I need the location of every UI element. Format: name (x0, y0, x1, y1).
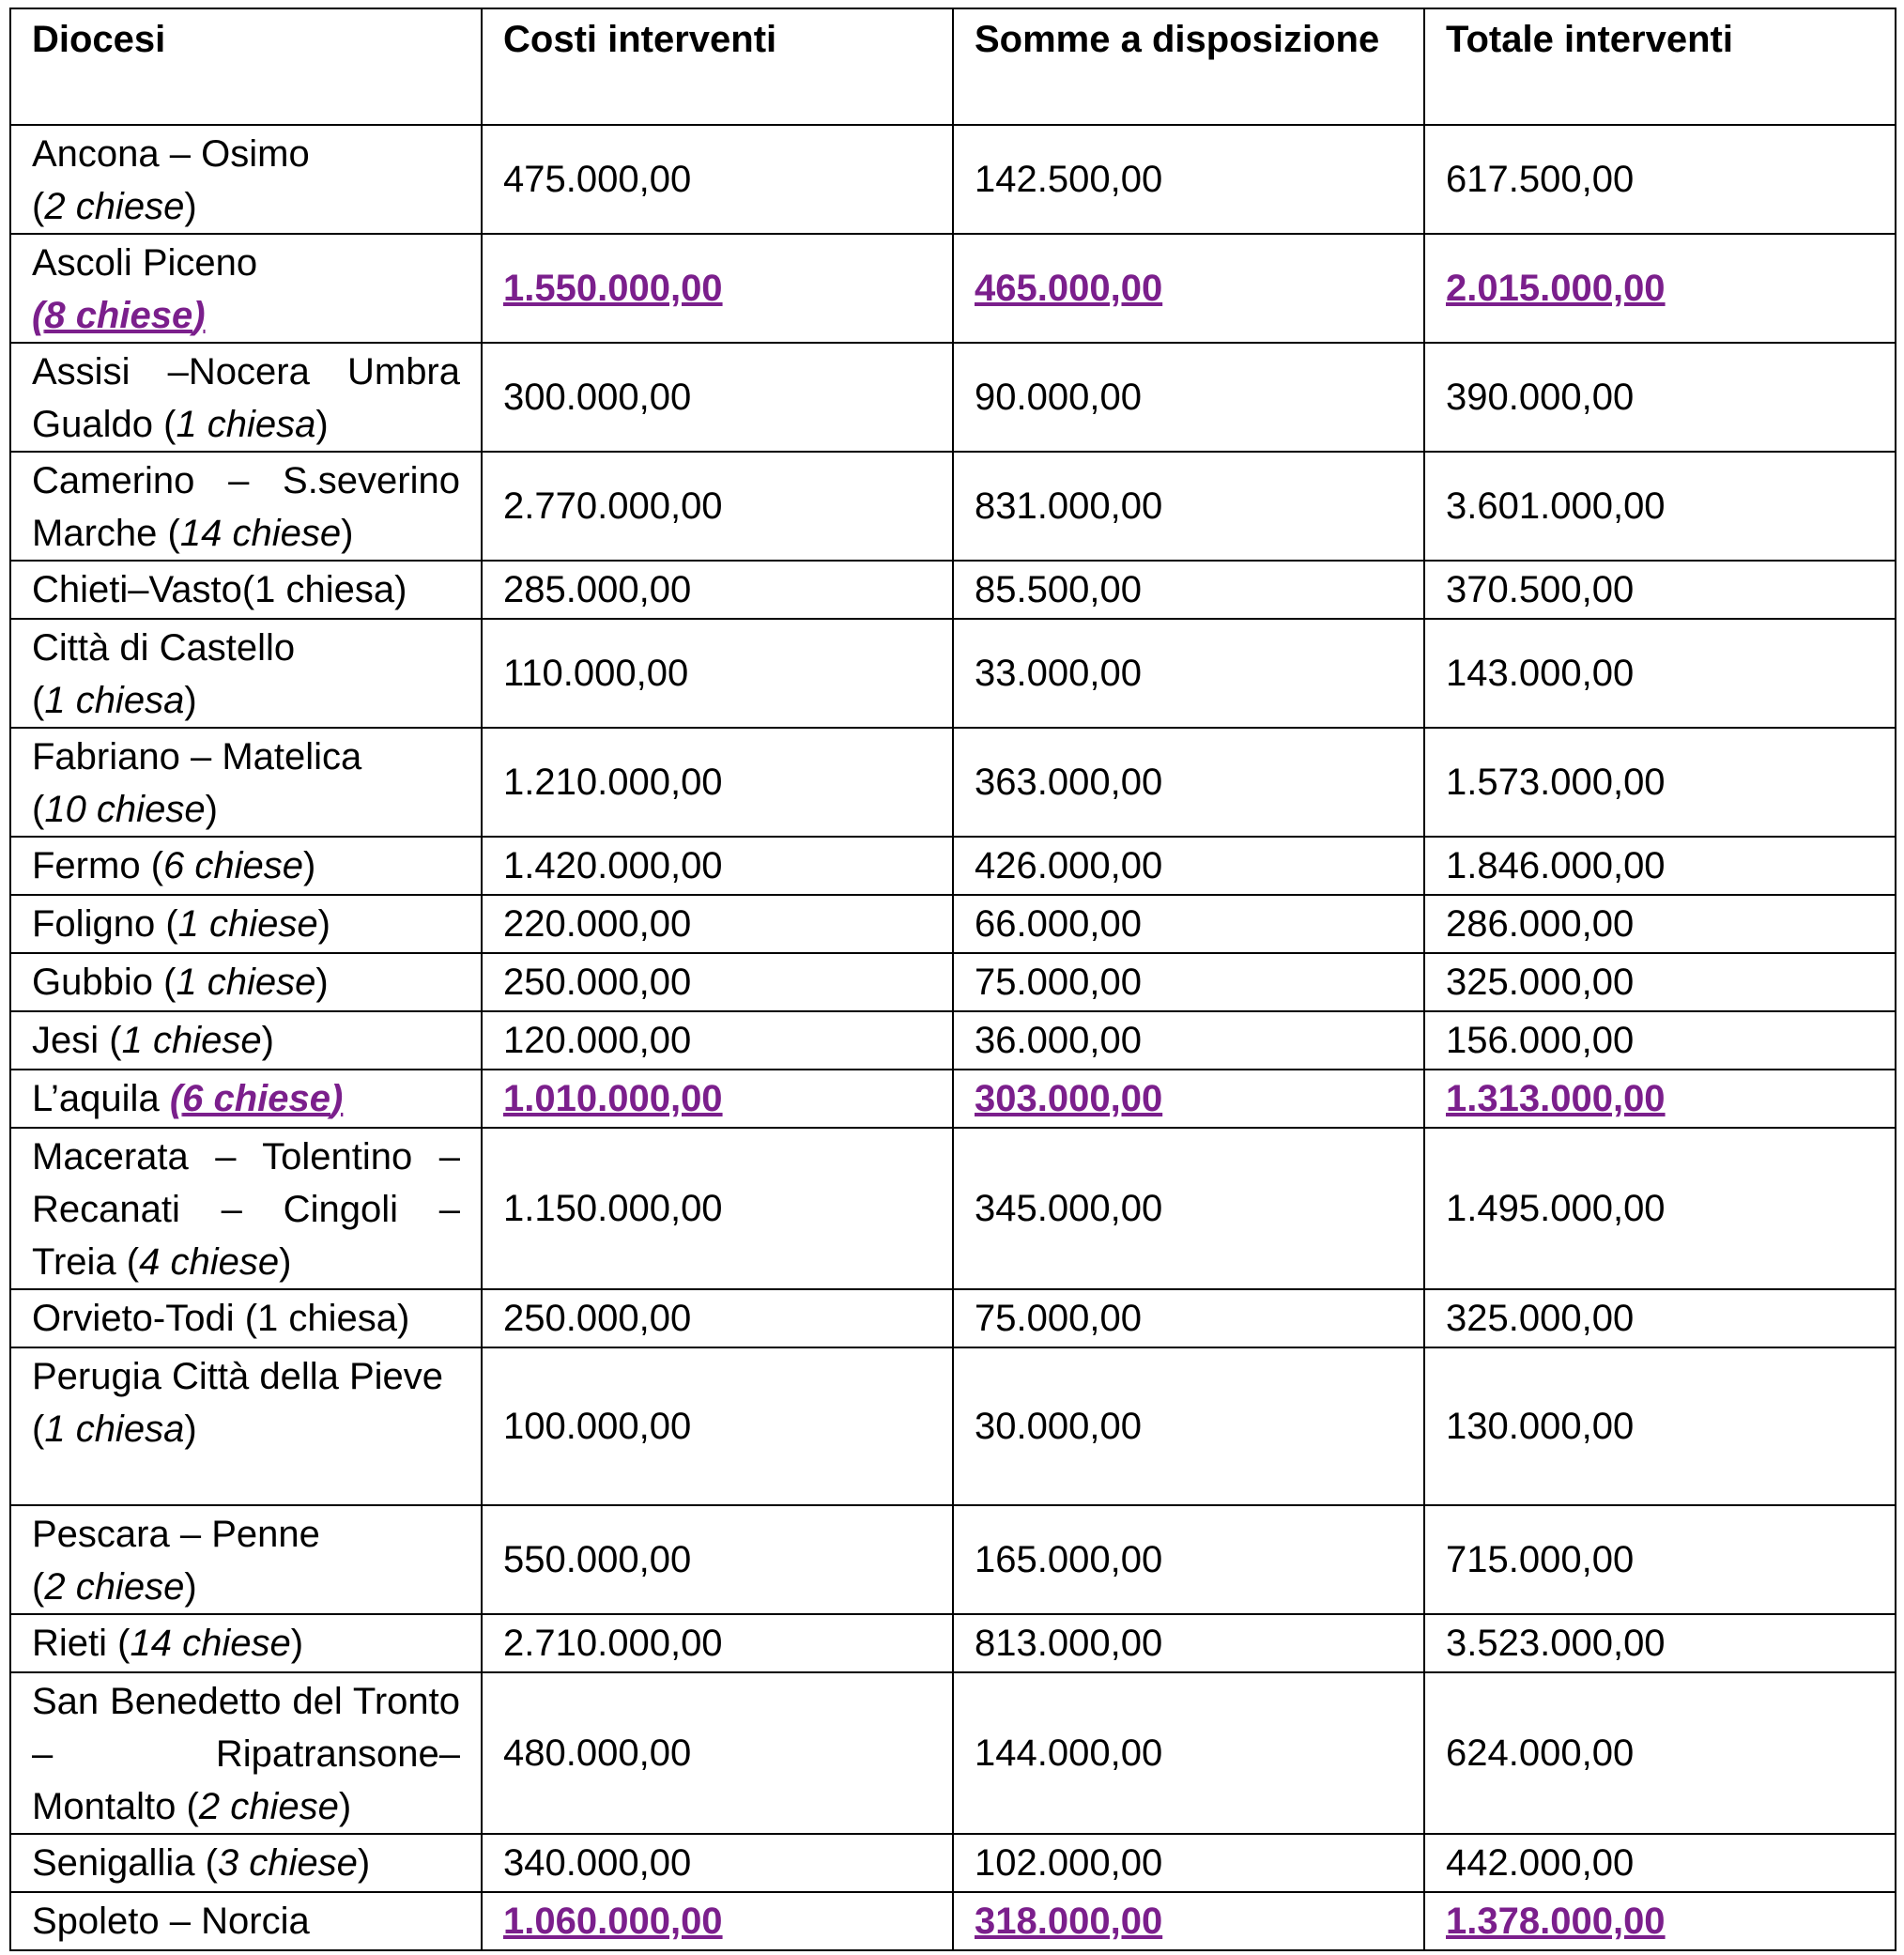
totale-value: 3.601.000,00 (1446, 485, 1666, 527)
costi-cell (482, 1892, 953, 1950)
totale-cell (1424, 1505, 1896, 1614)
diocesi-name: Perugia Città della Pieve (32, 1356, 444, 1397)
totale-value: 390.000,00 (1446, 377, 1635, 418)
somme-value: 75.000,00 (975, 1298, 1142, 1339)
diocesi-name: Ancona – Osimo (32, 133, 310, 175)
totale-value: 286.000,00 (1446, 903, 1635, 945)
totale-cell (1424, 1289, 1896, 1347)
costi-value: 285.000,00 (503, 569, 692, 610)
somme-cell (953, 1011, 1424, 1070)
diocesi-name: Gubbio (32, 962, 153, 1003)
table-row (10, 125, 1896, 234)
church-count: 1 chiese (176, 962, 316, 1003)
somme-value: 142.500,00 (975, 159, 1163, 200)
church-count: 2 chiese (198, 1786, 339, 1827)
totale-value: 143.000,00 (1446, 653, 1635, 694)
table-row (10, 1289, 1896, 1347)
somme-value: 33.000,00 (975, 653, 1142, 694)
costi-cell (482, 1834, 953, 1892)
table-row (10, 1011, 1896, 1070)
costi-value: 475.000,00 (503, 159, 692, 200)
somme-cell (953, 561, 1424, 619)
church-count: 1 chiesa (44, 1409, 185, 1450)
totale-cell (1424, 1834, 1896, 1892)
table-row (10, 895, 1896, 953)
somme-cell (953, 1347, 1424, 1505)
somme-cell (953, 1505, 1424, 1614)
diocesi-cell (10, 1289, 482, 1347)
diocesi-cell: Gubbio (1 chiese) (10, 953, 482, 1011)
diocesi-cell: Foligno (1 chiese) (10, 895, 482, 953)
totale-value: 370.500,00 (1446, 569, 1635, 610)
somme-value: 102.000,00 (975, 1842, 1163, 1884)
costi-cell (482, 1347, 953, 1505)
totale-cell (1424, 1128, 1896, 1289)
totale-value: 130.000,00 (1446, 1406, 1635, 1447)
totale-value: 2.015.000,00 (1446, 268, 1666, 309)
costi-value: 250.000,00 (503, 962, 692, 1003)
church-count: 14 chiese (179, 513, 342, 554)
table-row (10, 561, 1896, 619)
totale-cell (1424, 452, 1896, 561)
diocesi-name: Ascoli Piceno (32, 242, 258, 284)
totale-value: 617.500,00 (1446, 159, 1635, 200)
somme-cell (953, 837, 1424, 895)
church-count-note: (6 chiese) (169, 1078, 344, 1119)
totale-value: 156.000,00 (1446, 1020, 1635, 1061)
totale-cell (1424, 234, 1896, 343)
totale-cell (1424, 953, 1896, 1011)
diocesi-name: Città di Castello (32, 627, 296, 669)
somme-cell (953, 619, 1424, 728)
somme-value: 345.000,00 (975, 1188, 1163, 1229)
diocesi-cell: Fermo (6 chiese) (10, 837, 482, 895)
totale-value: 1.846.000,00 (1446, 845, 1666, 886)
costi-cell (482, 452, 953, 561)
totale-cell (1424, 343, 1896, 452)
costi-cell (482, 125, 953, 234)
church-count: 10 chiese (44, 789, 206, 830)
totale-cell (1424, 1347, 1896, 1505)
header-totale: Totale interventi (1424, 8, 1896, 125)
diocesi-name: Fermo (32, 845, 141, 886)
somme-value: 813.000,00 (975, 1623, 1163, 1664)
table-row (10, 1892, 1896, 1950)
somme-cell (953, 953, 1424, 1011)
table-row (10, 1347, 1896, 1505)
totale-cell (1424, 1070, 1896, 1128)
somme-cell (953, 343, 1424, 452)
table-row (10, 1505, 1896, 1614)
somme-value: 36.000,00 (975, 1020, 1142, 1061)
totale-cell (1424, 837, 1896, 895)
somme-cell (953, 1614, 1424, 1672)
costi-cell (482, 1289, 953, 1347)
somme-value: 85.500,00 (975, 569, 1142, 610)
somme-cell (953, 1128, 1424, 1289)
costi-cell (482, 1505, 953, 1614)
costi-value: 1.550.000,00 (503, 268, 723, 309)
costi-value: 1.060.000,00 (503, 1901, 723, 1942)
costi-value: 480.000,00 (503, 1732, 692, 1774)
diocesi-cell (10, 234, 482, 343)
costi-cell (482, 561, 953, 619)
somme-cell (953, 125, 1424, 234)
diocesi-cell: San Benedetto del Tronto – Ripatransone– Montalto (2 chiese) (10, 1672, 482, 1834)
header-somme: Somme a disposizione (953, 8, 1424, 125)
costi-value: 100.000,00 (503, 1406, 692, 1447)
table-row (10, 234, 1896, 343)
totale-cell (1424, 619, 1896, 728)
somme-cell (953, 1834, 1424, 1892)
costi-cell (482, 234, 953, 343)
somme-cell (953, 1892, 1424, 1950)
somme-value: 30.000,00 (975, 1406, 1142, 1447)
diocesi-cell (10, 561, 482, 619)
church-count: 2 chiese (44, 186, 185, 227)
totale-cell (1424, 561, 1896, 619)
costi-cell (482, 1011, 953, 1070)
table-row (10, 619, 1896, 728)
diocesi-cell: Ancona – Osimo (2 chiese) (10, 125, 482, 234)
somme-cell (953, 1672, 1424, 1834)
header-row (10, 8, 1896, 125)
totale-cell (1424, 1614, 1896, 1672)
totale-cell (1424, 728, 1896, 837)
somme-value: 303.000,00 (975, 1078, 1163, 1119)
totale-value: 624.000,00 (1446, 1732, 1635, 1774)
somme-value: 465.000,00 (975, 268, 1163, 309)
totale-cell (1424, 1011, 1896, 1070)
totale-cell (1424, 895, 1896, 953)
table-row (10, 1672, 1896, 1834)
diocesi-cell: Camerino – S.severino Marche (14 chiese) (10, 452, 482, 561)
totale-value: 442.000,00 (1446, 1842, 1635, 1884)
totale-value: 715.000,00 (1446, 1539, 1635, 1580)
costi-cell (482, 1070, 953, 1128)
costi-cell (482, 953, 953, 1011)
costi-cell (482, 895, 953, 953)
somme-value: 426.000,00 (975, 845, 1163, 886)
diocesi-name: San Benedetto del Tronto – Ripatransone– Montalto (32, 1681, 460, 1827)
costi-value: 110.000,00 (503, 653, 689, 694)
church-count: 2 chiese (44, 1566, 185, 1608)
costi-value: 2.710.000,00 (503, 1623, 723, 1664)
somme-cell (953, 1070, 1424, 1128)
costi-value: 300.000,00 (503, 377, 692, 418)
table-row (10, 343, 1896, 452)
somme-cell (953, 895, 1424, 953)
table-row (10, 953, 1896, 1011)
diocesi-name: Spoleto – Norcia (32, 1901, 310, 1942)
totale-value: 1.573.000,00 (1446, 762, 1666, 803)
costi-cell (482, 1128, 953, 1289)
church-count: 6 chiese (163, 845, 304, 886)
diocesi-table (9, 8, 1896, 1951)
table-row (10, 1614, 1896, 1672)
costi-value: 120.000,00 (503, 1020, 692, 1061)
diocesi-cell: Senigallia (3 chiese) (10, 1834, 482, 1892)
church-count: 4 chiese (139, 1241, 280, 1283)
church-count: 1 chiese (121, 1020, 262, 1061)
costi-value: 1.150.000,00 (503, 1188, 723, 1229)
somme-value: 831.000,00 (975, 485, 1163, 527)
somme-value: 66.000,00 (975, 903, 1142, 945)
diocesi-cell: Jesi (1 chiese) (10, 1011, 482, 1070)
costi-value: 250.000,00 (503, 1298, 692, 1339)
header-diocesi: Diocesi (10, 8, 482, 125)
somme-cell (953, 728, 1424, 837)
costi-cell (482, 343, 953, 452)
costi-cell (482, 837, 953, 895)
diocesi-name: Foligno (32, 903, 156, 945)
church-count: 1 chiese (177, 903, 318, 945)
somme-cell (953, 1289, 1424, 1347)
church-count: 8 chiese (44, 295, 193, 336)
somme-value: 318.000,00 (975, 1901, 1163, 1942)
costi-value: 1.420.000,00 (503, 845, 723, 886)
costi-value: 2.770.000,00 (503, 485, 723, 527)
church-count: 1 chiesa (44, 680, 185, 721)
diocesi-cell: Pescara – Penne (2 chiese) (10, 1505, 482, 1614)
diocesi-name: Chieti–Vasto(1 chiesa) (32, 569, 407, 610)
totale-cell (1424, 1672, 1896, 1834)
diocesi-name: Camerino – S.severino Marche (32, 460, 460, 554)
diocesi-name: Senigallia (32, 1842, 195, 1884)
diocesi-cell (10, 1070, 482, 1128)
totale-value: 325.000,00 (1446, 962, 1635, 1003)
diocesi-cell: Rieti (14 chiese) (10, 1614, 482, 1672)
diocesi-name: Assisi –Nocera Umbra Gualdo (32, 351, 460, 445)
church-count: 6 chiese (182, 1078, 331, 1119)
costi-cell (482, 728, 953, 837)
somme-value: 75.000,00 (975, 962, 1142, 1003)
diocesi-cell: Macerata – Tolentino – Recanati – Cingoli – Treia (4 chiese) (10, 1128, 482, 1289)
church-count: 14 chiese (130, 1623, 291, 1664)
somme-value: 144.000,00 (975, 1732, 1163, 1774)
diocesi-cell: Assisi –Nocera Umbra Gualdo (1 chiesa) (10, 343, 482, 452)
somme-value: 165.000,00 (975, 1539, 1163, 1580)
somme-value: 363.000,00 (975, 762, 1163, 803)
table-row (10, 1834, 1896, 1892)
church-count: 3 chiese (217, 1842, 358, 1884)
costi-cell (482, 619, 953, 728)
totale-value: 325.000,00 (1446, 1298, 1635, 1339)
totale-value: 1.495.000,00 (1446, 1188, 1666, 1229)
diocesi-name: Macerata – Tolentino – Recanati – Cingoli – Treia (32, 1136, 460, 1283)
costi-cell (482, 1672, 953, 1834)
totale-value: 3.523.000,00 (1446, 1623, 1666, 1664)
diocesi-cell: Fabriano – Matelica (10 chiese) (10, 728, 482, 837)
costi-value: 220.000,00 (503, 903, 692, 945)
totale-value: 1.378.000,00 (1446, 1901, 1666, 1942)
costi-value: 340.000,00 (503, 1842, 692, 1884)
header-costi: Costi interventi (482, 8, 953, 125)
table-row (10, 728, 1896, 837)
diocesi-name: Orvieto-Todi (1 chiesa) (32, 1298, 410, 1339)
diocesi-cell: Perugia Città della Pieve (1 chiesa) (10, 1347, 482, 1505)
table-row (10, 452, 1896, 561)
totale-value: 1.313.000,00 (1446, 1078, 1666, 1119)
diocesi-cell (10, 1892, 482, 1950)
table-row (10, 1070, 1896, 1128)
diocesi-name: L’aquila (32, 1078, 160, 1119)
diocesi-name: Fabriano – Matelica (32, 736, 362, 777)
church-count-note: (8 chiese) (32, 295, 206, 336)
diocesi-name: Pescara – Penne (32, 1514, 320, 1555)
church-count: 1 chiesa (176, 404, 316, 445)
table-row (10, 1128, 1896, 1289)
table-row (10, 837, 1896, 895)
diocesi-name: Jesi (32, 1020, 100, 1061)
costi-value: 1.010.000,00 (503, 1078, 723, 1119)
totale-cell (1424, 1892, 1896, 1950)
somme-value: 90.000,00 (975, 377, 1142, 418)
diocesi-cell: Città di Castello (1 chiesa) (10, 619, 482, 728)
somme-cell (953, 234, 1424, 343)
costi-value: 1.210.000,00 (503, 762, 723, 803)
totale-cell (1424, 125, 1896, 234)
somme-cell (953, 452, 1424, 561)
costi-cell (482, 1614, 953, 1672)
diocesi-name: Rieti (32, 1623, 108, 1664)
costi-value: 550.000,00 (503, 1539, 692, 1580)
